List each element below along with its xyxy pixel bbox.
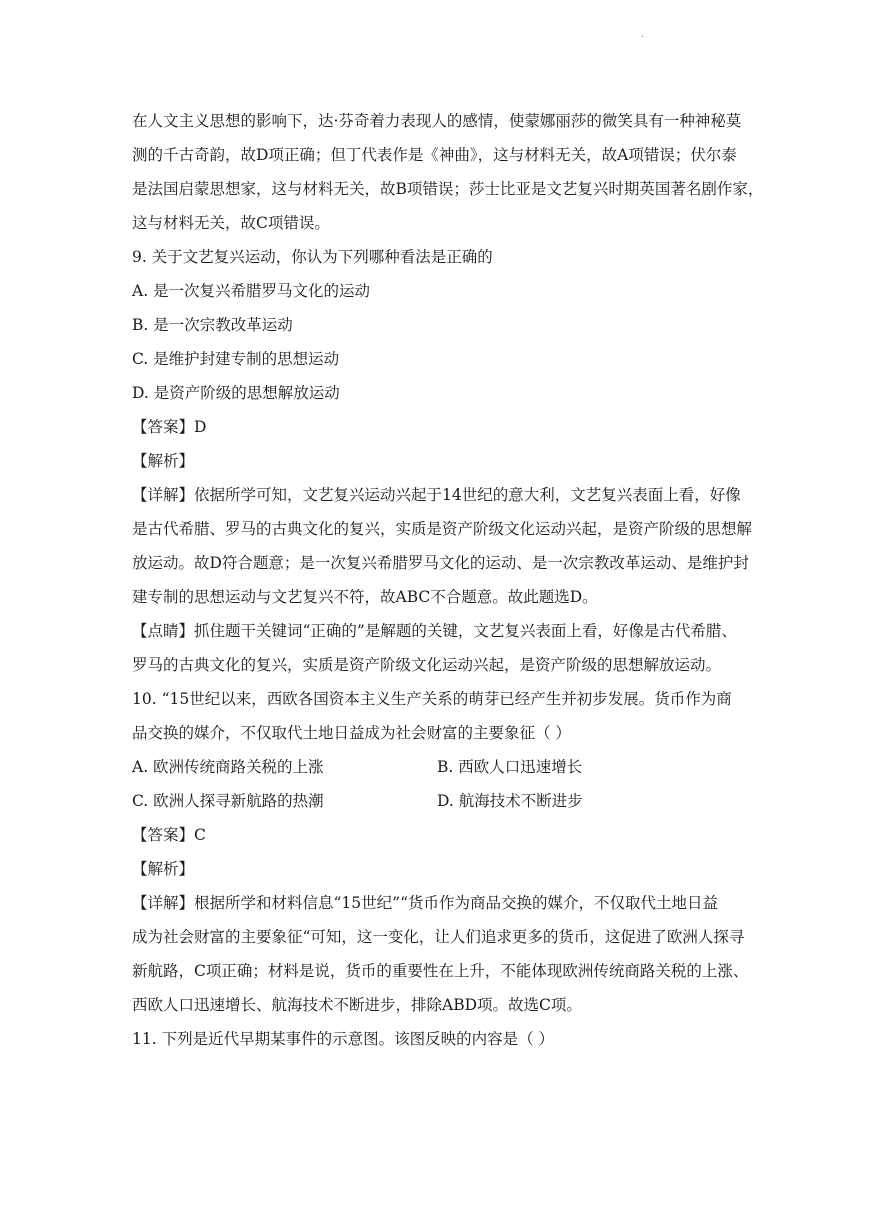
tip-line: 【点睛】抓住题干关键词“正确的”是解题的关键，文艺复兴表面上看，好像是古代希腊、 (132, 622, 737, 640)
option-c: C. 欧洲人探寻新航路的热潮 (132, 792, 324, 810)
question-9 (132, 240, 753, 682)
options-row (132, 750, 742, 784)
header-mark: · (641, 32, 645, 43)
tip-line: 罗马的古典文化的复兴，实质是资产阶级文化运动兴起，是资产阶级的思想解放运动。 (132, 656, 722, 674)
question-stem: 11. 下列是近代早期某事件的示意图。该图反映的内容是（ ） (132, 1030, 555, 1048)
option-a: A. 是一次复兴希腊罗马文化的运动 (132, 282, 371, 300)
question-10 (132, 682, 749, 1022)
option-c: C. 是维护封建专制的思想运动 (132, 350, 340, 368)
question-stem: 10. “15世纪以来，西欧各国资本主义生产关系的萌芽已经产生并初步发展。货币作为商 (132, 690, 732, 708)
document-page (132, 104, 764, 1056)
detail-line: 新航路，C项正确；材料是说，货币的重要性在上升，不能体现欧洲传统商路关税的上涨、 (132, 962, 749, 980)
option-d: D. 航海技术不断进步 (437, 792, 583, 810)
option-b: B. 西欧人口迅速增长 (437, 758, 583, 776)
option-a: A. 欧洲传统商路关税的上涨 (132, 758, 324, 776)
analysis-label: 【解析】 (132, 860, 195, 878)
detail-line: 【详解】依据所学可知，文艺复兴运动兴起于14世纪的意大利，文艺复兴表面上看，好像 (132, 486, 741, 504)
answer-label: 【答案】D (132, 418, 207, 436)
detail-line: 西欧人口迅速增长、航海技术不断进步，排除ABD项。故选C项。 (132, 996, 582, 1014)
text-line: 是法国启蒙思想家，这与材料无关，故B项错误；莎士比亚是文艺复兴时期英国著名剧作家， (132, 180, 764, 198)
options-row (132, 784, 742, 818)
option-b: B. 是一次宗教改革运动 (132, 316, 293, 334)
detail-line: 建专制的思想运动与文艺复兴不符，故ABC不合题意。故此题选D。 (132, 588, 598, 606)
text-line: 在人文主义思想的影响下，达·芬奇着力表现人的感情，使蒙娜丽莎的微笑具有一种神秘莫 (132, 112, 742, 130)
text-line: 测的千古奇韵，故D项正确；但丁代表作是《神曲》，这与材料无关，故A项错误；伏尔泰 (132, 146, 737, 164)
detail-line: 成为社会财富的主要象征“可知，这一变化，让人们追求更多的货币，这促进了欧洲人探寻 (132, 928, 745, 946)
detail-line: 是古代希腊、罗马的古典文化的复兴，实质是资产阶级文化运动兴起，是资产阶级的思想解 (132, 520, 753, 538)
analysis-label: 【解析】 (132, 452, 195, 470)
option-d: D. 是资产阶级的思想解放运动 (132, 384, 340, 402)
answer-label: 【答案】C (132, 826, 206, 844)
prev-explanation (132, 104, 764, 240)
question-11 (132, 1022, 742, 1056)
text-line: 这与材料无关，故C项错误。 (132, 214, 330, 232)
question-stem: 9. 关于文艺复兴运动，你认为下列哪种看法是正确的 (132, 248, 493, 266)
detail-line: 【详解】根据所学和材料信息“15世纪”“货币作为商品交换的媒介，不仅取代土地日益 (132, 894, 718, 912)
question-stem: 品交换的媒介，不仅取代土地日益成为社会财富的主要象征（ ） (132, 724, 571, 742)
detail-line: 放运动。故D符合题意；是一次复兴希腊罗马文化的运动、是一次宗教改革运动、是维护封 (132, 554, 749, 572)
